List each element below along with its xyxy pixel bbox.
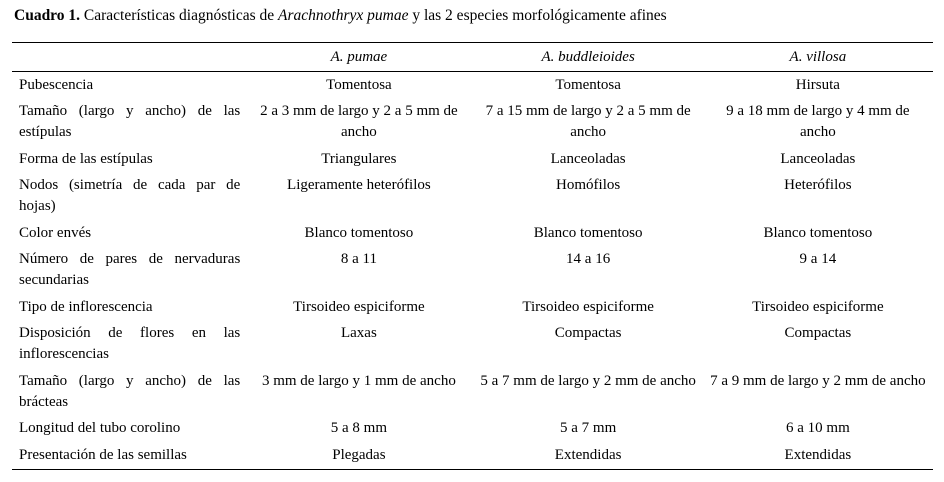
cell-value: Extendidas xyxy=(554,446,622,463)
cell-value: Tomentosa xyxy=(555,76,621,93)
header-cell-a-buddleioides: A. buddleioides xyxy=(541,49,635,65)
header-cell-empty xyxy=(12,43,244,72)
cell-value: 3 mm de largo y 1 mm de ancho xyxy=(261,372,456,389)
cell-value: Hirsuta xyxy=(795,76,840,93)
cell-value: Tirsoideo espiciforme xyxy=(522,298,654,315)
caption-species: Arachnothryx pumae xyxy=(278,7,409,24)
table-row xyxy=(12,220,933,247)
table-body xyxy=(12,72,933,470)
row-label: Tamaño (largo y ancho) de las estípulas xyxy=(19,103,241,140)
cell-value: Blanco tomentoso xyxy=(533,224,643,241)
cell-value: Heterófilos xyxy=(784,177,852,193)
table-row xyxy=(12,146,933,173)
cell-value: 9 a 18 mm de largo y 4 mm de ancho xyxy=(726,103,910,140)
row-label: Forma de las estípulas xyxy=(19,150,153,167)
table-caption xyxy=(14,6,667,26)
cell-value: 2 a 3 mm de largo y 2 a 5 mm de ancho xyxy=(260,103,458,140)
cell-value: Lanceoladas xyxy=(550,150,626,167)
table-row xyxy=(12,99,933,147)
cell-value: Triangulares xyxy=(321,150,397,167)
table-row xyxy=(12,368,933,416)
table-row xyxy=(12,173,933,221)
cell-value: 5 a 7 mm de largo y 2 mm de ancho xyxy=(480,372,696,389)
cell-value: Laxas xyxy=(340,325,377,341)
table-row xyxy=(12,294,933,321)
header-cell-a-pumae: A. pumae xyxy=(330,49,388,65)
cell-value: Compactas xyxy=(784,325,852,341)
row-label: Presentación de las semillas xyxy=(19,446,187,463)
cell-value: Tomentosa xyxy=(326,76,392,93)
table-row xyxy=(12,442,933,469)
cell-value: 5 a 7 mm xyxy=(560,420,617,436)
caption-text-before: Características diagnósticas de xyxy=(80,7,279,24)
cell-value: 5 a 8 mm xyxy=(330,420,388,436)
row-label: Color envés xyxy=(19,224,92,241)
table-row xyxy=(12,321,933,369)
cell-value: 9 a 14 xyxy=(799,251,837,267)
header-row xyxy=(12,43,933,72)
cell-value: Compactas xyxy=(554,325,622,341)
row-label: Disposición de flores en las inflorescencias xyxy=(19,325,241,362)
caption-label: Cuadro 1. xyxy=(14,7,81,24)
cell-value: Plegadas xyxy=(332,446,386,463)
cell-value: Tirsoideo espiciforme xyxy=(293,298,425,315)
cell-value: Lanceoladas xyxy=(780,150,856,167)
cell-value: 6 a 10 mm xyxy=(786,420,850,436)
row-label: Longitud del tubo corolino xyxy=(19,420,181,436)
row-label: Nodos (simetría de cada par de hojas) xyxy=(19,177,241,214)
row-label: Tamaño (largo y ancho) de las brácteas xyxy=(19,372,241,410)
cell-value: Ligeramente heterófilos xyxy=(287,177,431,193)
cell-value: 8 a 11 xyxy=(340,251,377,267)
cell-value: Extendidas xyxy=(784,446,852,463)
cell-value: Tirsoideo espiciforme xyxy=(752,298,884,315)
cell-value: 14 a 16 xyxy=(566,251,611,267)
row-label: Número de pares de nervaduras secundarias xyxy=(19,251,241,288)
header-cell-a-villosa: A. villosa xyxy=(789,49,847,65)
cell-value: Blanco tomentoso xyxy=(304,224,414,241)
table-row xyxy=(12,72,933,99)
table-row xyxy=(12,247,933,295)
cell-value: Blanco tomentoso xyxy=(763,224,873,241)
cell-value: 7 a 15 mm de largo y 2 a 5 mm de ancho xyxy=(485,103,691,140)
row-label: Tipo de inflorescencia xyxy=(19,298,153,315)
cell-value: 7 a 9 mm de largo y 2 mm de ancho xyxy=(710,372,926,389)
row-label: Pubescencia xyxy=(19,76,94,93)
cell-value: Homófilos xyxy=(556,177,621,193)
table-row xyxy=(12,416,933,443)
caption-text-after: y las 2 especies morfológicamente afines xyxy=(408,7,667,24)
comparison-table xyxy=(12,42,933,470)
